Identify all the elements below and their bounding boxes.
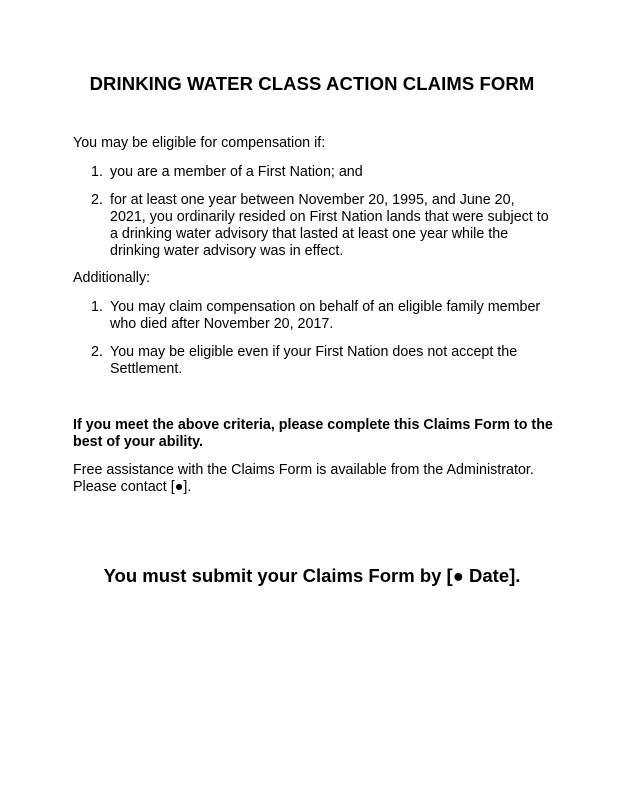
additional-list bbox=[73, 299, 553, 389]
submission-deadline: You must submit your Claims Form by [● Date]. bbox=[103, 565, 521, 586]
page-title: DRINKING WATER CLASS ACTION CLAIMS FORM bbox=[89, 73, 535, 94]
list-item bbox=[73, 344, 553, 378]
list-item-text: for at least one year between November 20, 1995, and June 20, 2021, you ordinarily resided on First Nation lands that were subject to a drinking water advisory that lasted at least one year while the drinking water advisory was in effect. bbox=[110, 192, 549, 259]
list-item bbox=[73, 299, 553, 333]
assistance-text: Free assistance with the Claims Form is available from the Administrator. Please contact [●]. bbox=[73, 462, 534, 495]
list-item-text: You may claim compensation on behalf of an eligible family member who died after November 20, 2017. bbox=[110, 299, 541, 332]
additionally-heading: Additionally: bbox=[73, 270, 151, 286]
list-item-number: 2. bbox=[91, 192, 103, 208]
criteria-notice: If you meet the above criteria, please complete this Claims Form to the best of your ability. bbox=[73, 417, 553, 450]
list-item-number: 2. bbox=[91, 344, 103, 360]
eligibility-intro: You may be eligible for compensation if: bbox=[73, 135, 326, 151]
list-item-text: You may be eligible even if your First Nation does not accept the Settlement. bbox=[110, 344, 518, 377]
list-item bbox=[73, 192, 553, 260]
list-item-number: 1. bbox=[91, 299, 103, 315]
list-item-number: 1. bbox=[91, 164, 103, 180]
list-item-text: you are a member of a First Nation; and bbox=[110, 164, 363, 180]
list-item bbox=[73, 164, 553, 181]
eligibility-list bbox=[73, 164, 553, 271]
